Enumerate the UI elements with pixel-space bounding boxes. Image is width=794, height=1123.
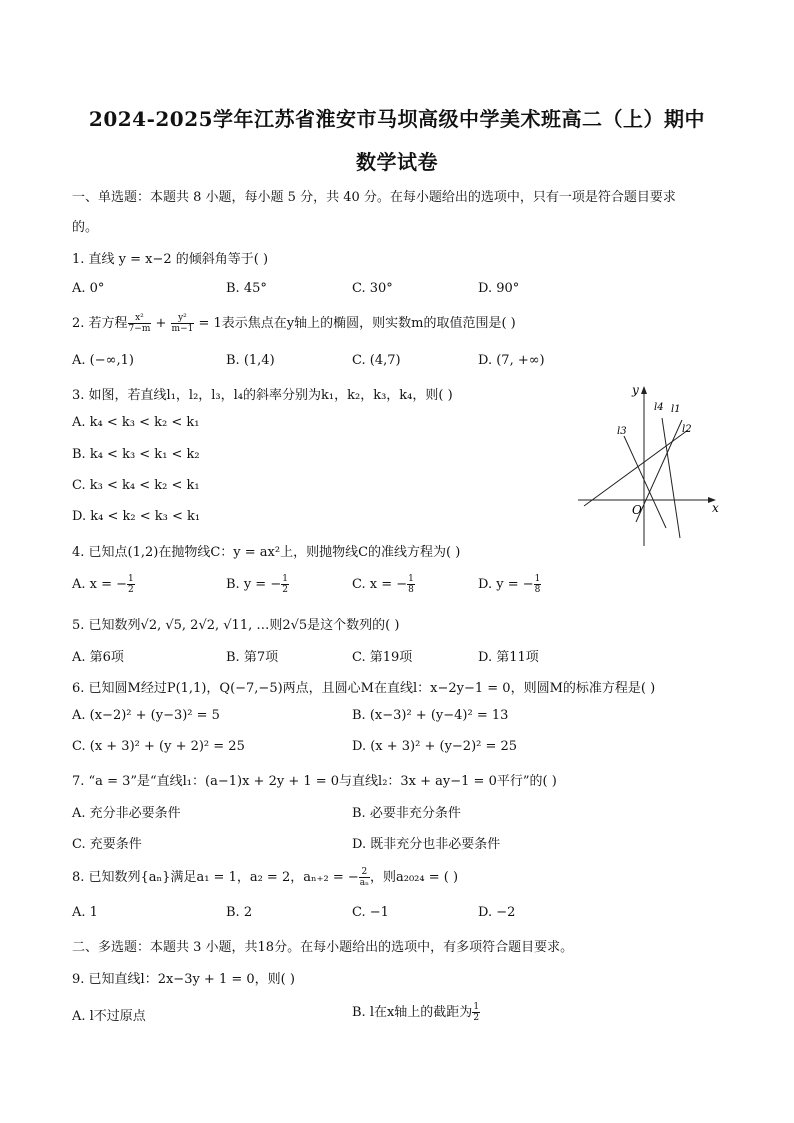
section2-heading: 二、多选题：本题共 3 小题，共18分。在每小题给出的选项中，有多项符合题目要求。 — [72, 940, 574, 955]
q3-option-c: C. k₃ < k₄ < k₂ < k₁ — [72, 478, 200, 493]
q4-stem: 4. 已知点(1,2)在抛物线C：y = ax²上，则抛物线C的准线方程为( ) — [72, 545, 461, 560]
q3-figure — [570, 382, 730, 552]
q5-option-a: A. 第6项 — [72, 650, 124, 665]
q3-option-b: B. k₄ < k₃ < k₁ < k₂ — [72, 447, 200, 462]
x-axis-label: x — [712, 501, 719, 515]
q2-fraction-2: $\frac{\text{y²}}{m-1}$ — [171, 313, 194, 334]
q2-stem-prefix: 2. 若方程 — [72, 316, 128, 331]
q2-stem-suffix: = 1表示焦点在y轴上的椭圆，则实数m的取值范围是( ) — [194, 316, 516, 331]
section1-heading: 一、单选题：本题共 8 小题，每小题 5 分，共 40 分。在每小题给出的选项中，只有一项是符合题目要求 — [72, 190, 676, 205]
q2-option-c: C. (4,7) — [352, 353, 401, 368]
q9-stem: 9. 已知直线l：2x−3y + 1 = 0，则( ) — [72, 972, 295, 987]
q8-option-b: B. 2 — [226, 905, 253, 920]
q2-fraction-1: $\frac{\text{x²}}{7-m}$ — [128, 313, 151, 334]
q8-option-d: D. −2 — [478, 905, 516, 920]
q1-option-c: C. 30° — [352, 281, 393, 296]
q2-option-b: B. (1,4) — [226, 353, 275, 368]
q4-option-c: C. x = − $\frac{1}{8}$ — [352, 574, 414, 595]
q5-option-d: D. 第11项 — [478, 650, 539, 665]
q8-stem: 8. 已知数列{aₙ}满足a₁ = 1，a₂ = 2，aₙ₊₂ = − $\frac{2}{\text{aₙ}}$ ，则a₂₀₂₄ = ( ) — [72, 867, 459, 888]
y-axis-arrow — [641, 386, 647, 394]
l2-label: l2 — [682, 424, 692, 435]
q1-stem: 1. 直线 y = x−2 的倾斜角等于( ) — [72, 252, 269, 267]
q4-option-a: A. x = − $\frac{1}{2}$ — [72, 574, 134, 595]
q5-option-b: B. 第7项 — [226, 650, 279, 665]
l4-label: l4 — [654, 402, 664, 413]
q8-option-a: A. 1 — [72, 905, 98, 920]
q8-fraction: $\frac{2}{\text{aₙ}}$ — [359, 867, 369, 888]
q7-option-d: D. 既非充分也非必要条件 — [352, 837, 501, 852]
q7-option-a: A. 充分非必要条件 — [72, 806, 181, 821]
q6-option-a: A. (x−2)² + (y−3)² = 5 — [72, 708, 220, 723]
q7-option-c: C. 充要条件 — [72, 837, 142, 852]
q5-option-c: C. 第19项 — [352, 650, 413, 665]
q3-stem: 3. 如图，若直线l₁，l₂，l₃，l₄的斜率分别为k₁，k₂，k₃，k₄，则( ) — [72, 388, 453, 403]
q6-stem: 6. 已知圆M经过P(1,1)，Q(−7,−5)两点，且圆心M在直线l：x−2y−1 = 0，则圆M的标准方程是( ) — [72, 681, 656, 696]
q5-stem: 5. 已知数列√2, √5, 2√2, √11, …则2√5是这个数列的( ) — [72, 618, 400, 633]
q1-option-d: D. 90° — [478, 281, 520, 296]
q2-option-a: A. (−∞,1) — [72, 353, 134, 368]
q6-option-d: D. (x + 3)² + (y−2)² = 25 — [352, 739, 518, 754]
q1-option-a: A. 0° — [72, 281, 105, 296]
line-l4 — [662, 418, 680, 538]
q6-option-b: B. (x−3)² + (y−4)² = 13 — [352, 708, 509, 723]
origin-label: O — [632, 503, 642, 517]
q7-stem: 7. “a = 3”是“直线l₁：(a−1)x + 2y + 1 = 0与直线l₂：3x + ay−1 = 0平行”的( ) — [72, 774, 557, 789]
q7-option-b: B. 必要非充分条件 — [352, 806, 461, 821]
q2-option-d: D. (7, +∞) — [478, 353, 545, 368]
q4-option-d: D. y = − $\frac{1}{8}$ — [478, 574, 541, 595]
line-l2 — [584, 430, 688, 506]
q8-option-c: C. −1 — [352, 905, 389, 920]
exam-title-line2: 数学试卷 — [356, 150, 438, 174]
line-l3 — [624, 436, 666, 528]
q4-option-b: B. y = − $\frac{1}{2}$ — [226, 574, 288, 595]
q3-option-d: D. k₄ < k₂ < k₃ < k₁ — [72, 509, 201, 524]
q3-option-a: A. k₄ < k₃ < k₂ < k₁ — [72, 415, 200, 430]
q9-option-a: A. l不过原点 — [72, 1009, 146, 1024]
y-axis-label: y — [632, 383, 639, 397]
exam-title-line1: 2024-2025学年江苏省淮安市马坝高级中学美术班高二（上）期中 — [88, 107, 706, 131]
l1-label: l1 — [671, 404, 681, 415]
q1-option-b: B. 45° — [226, 281, 267, 296]
q6-option-c: C. (x + 3)² + (y + 2)² = 25 — [72, 739, 245, 754]
q2-stem: 2. 若方程 $\frac{\text{x²}}{7-m}$ + $\frac{\text{y²}}{m-1}$ = 1表示焦点在y轴上的椭圆，则实数m的取值范围是( ) — [72, 313, 516, 334]
section1-heading-cont: 的。 — [72, 220, 99, 235]
l3-label: l3 — [617, 426, 627, 437]
q9-option-b: B. l在x轴上的截距为 $\frac{1}{2}$ — [352, 1002, 480, 1023]
